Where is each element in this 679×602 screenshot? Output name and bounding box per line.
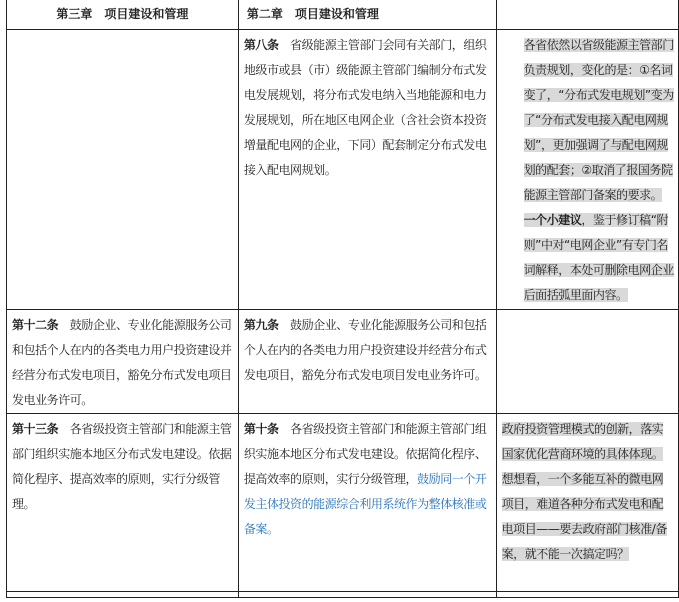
empty-cell [238, 592, 496, 598]
old-article-cell [7, 414, 239, 592]
article-number: 第十二条 [12, 318, 59, 332]
comment-text: 各省依然以省级能源主管部门负责规划，变化的是：①名词变了，“分布式发电规划”变为了“分布式发电接入配电网规划”，更加强调了与配电网规划的配套；②取消了报国务院能源主管部门备案的要求。 [523, 38, 674, 202]
header-old-chapter: 第三章 项目建设和管理 [7, 0, 239, 30]
empty-cell [496, 592, 678, 598]
comment-cell [496, 414, 678, 592]
article-text: 鼓励企业、专业化能源服务公司和包括个人在内的各类电力用户投资建设并经营分布式发电项目，豁免分布式发电项目发电业务许可。 [12, 318, 232, 407]
new-article-cell [238, 310, 496, 414]
comment-cell [496, 310, 678, 414]
old-article-cell [7, 310, 239, 414]
article-highlight-blue: 鼓励同一个开发主体投资的能源综合利用系统作为整体核准或备案。 [243, 472, 487, 536]
table-row [7, 310, 679, 414]
header-new-chapter: 第二章 项目建设和管理 [238, 0, 496, 30]
comment-text: 政府投资管理模式的创新，落实国家优化营商环境的具体体现。想想看，一个多能互补的微电网项目，难道各种分布式发电和配电项目——要去政府部门核准/备案，就不能一次搞定吗？ [501, 422, 667, 561]
comment-cell [496, 30, 678, 310]
table-row [7, 30, 679, 310]
old-article-cell [7, 30, 239, 310]
article-text: 鼓励企业、专业化能源服务公司和包括个人在内的各类电力用户投资建设并经营分布式发电项目，豁免分布式发电项目发电业务许可。 [243, 318, 487, 382]
article-number: 第十三条 [12, 422, 59, 436]
article-number: 第九条 [243, 318, 279, 332]
table-row [7, 414, 679, 592]
comparison-table [6, 0, 679, 598]
article-text: 省级能源主管部门会同有关部门，组织地级市或县（市）级能源主管部门编制分布式发电发展规划，将分布式发电纳入当地能源和电力发展规划，所在地区电网企业（含社会资本投资增量配电网的企业，下同）配套制定分布式发电接入配电网规划。 [243, 38, 487, 177]
article-text: 各省级投资主管部门和能源主管部门组织实施本地区分布式发电建设。依据简化程序、提高效率的原则，实行分级管理。 [12, 422, 232, 511]
new-article-cell [238, 30, 496, 310]
header-comment [496, 0, 678, 30]
table-row [7, 592, 679, 598]
new-article-cell [238, 414, 496, 592]
article-number: 第十条 [243, 422, 279, 436]
comment-lead: 一个小建议 [523, 213, 582, 227]
article-text: 各省级投资主管部门和能源主管部门组织实施本地区分布式发电建设。依据简化程序、提高效率的原则，实行分级管理， [243, 422, 487, 486]
article-number: 第八条 [243, 38, 279, 52]
empty-cell [7, 592, 239, 598]
comment-text: ，鉴于修订稿“附则”中对“电网企业”有专门名词解释，本处可删除电网企业后面括弧里面内容。 [523, 213, 674, 302]
table-header-row [7, 0, 679, 30]
